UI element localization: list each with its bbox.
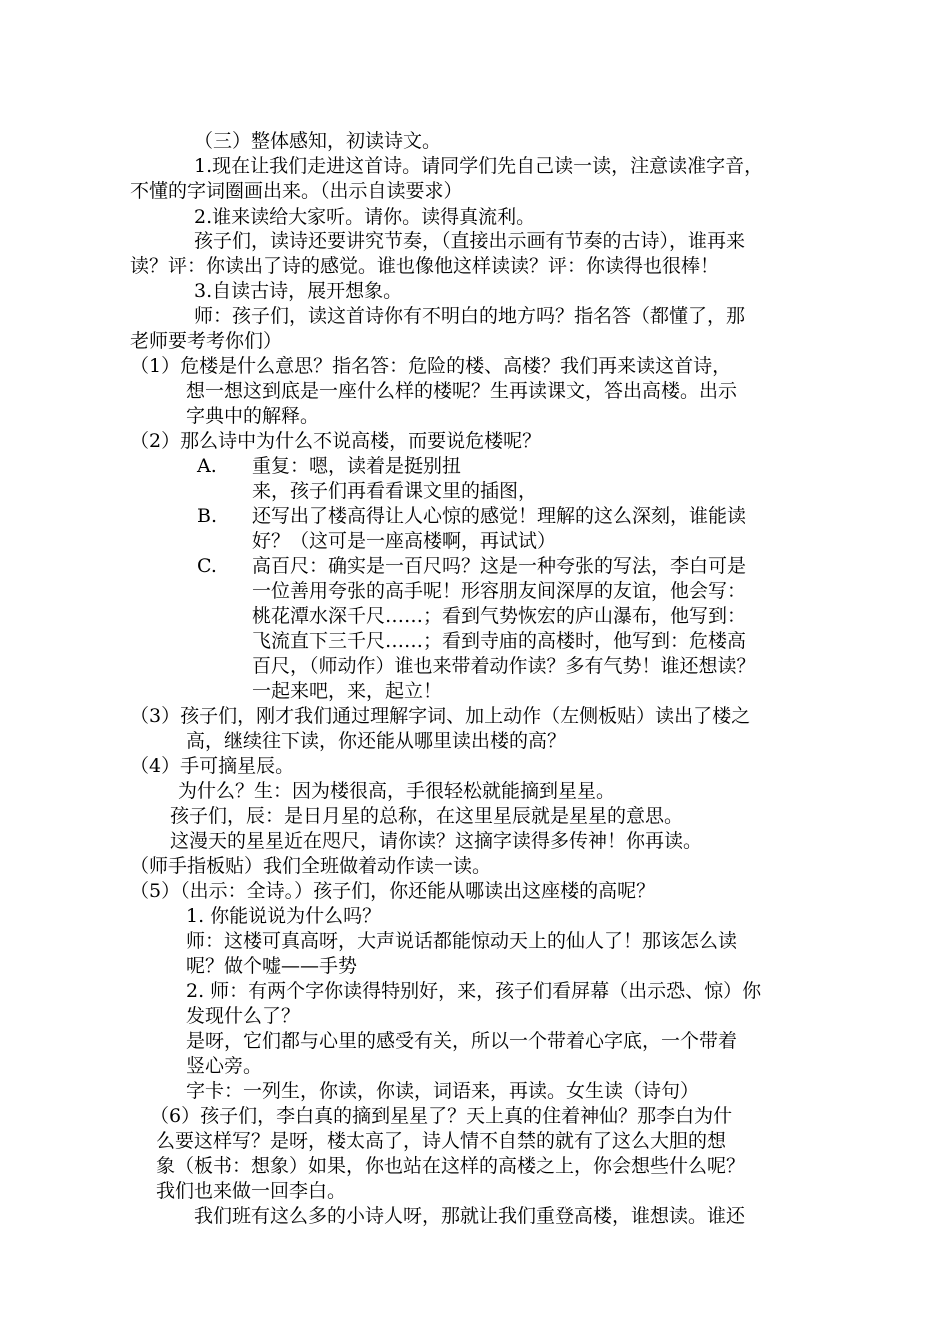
- paragraph-line: 还写出了楼高得让人心惊的感觉！理解的这么深刻，谁能读: [252, 505, 747, 527]
- paragraph-line: 么要这样写？是呀，楼太高了，诗人情不自禁的就有了这么大胆的想: [156, 1130, 727, 1152]
- paragraph-line: 2.谁来读给大家听。请你。读得真流利。: [194, 206, 536, 228]
- paragraph-line: 为什么？生：因为楼很高，手很轻松就能摘到星星。: [178, 780, 616, 802]
- paragraph-line: 象（板书：想象）如果，你也站在这样的高楼之上，你会想些什么呢？: [156, 1155, 746, 1177]
- paragraph-line: 重复：嗯，读着是挺别扭: [252, 455, 462, 477]
- paragraph-line: （4）手可摘星辰。: [130, 755, 295, 777]
- paragraph-line: 字卡：一列生，你读，你读，词语来，再读。女生读（诗句）: [186, 1080, 700, 1102]
- paragraph-line: 百尺，（师动作）谁也来带着动作读？多有气势！谁还想读？: [252, 655, 756, 677]
- paragraph-line: 桃花潭水深千尺……；看到气势恢宏的庐山瀑布，他写到：: [252, 605, 747, 627]
- paragraph-line: 孩子们，辰：是日月星的总称，在这里星辰就是星星的意思。: [170, 805, 684, 827]
- paragraph-line: 一位善用夸张的高手呢！形容朋友间深厚的友谊，他会写：: [252, 580, 747, 602]
- paragraph-line: （2）那么诗中为什么不说高楼，而要说危楼呢？: [130, 430, 542, 452]
- paragraph-line: 飞流直下三千尺……；看到寺庙的高楼时，他写到：危楼高: [252, 630, 747, 652]
- paragraph-line: 高百尺：确实是一百尺吗？这是一种夸张的写法，李白可是: [252, 555, 747, 577]
- paragraph-line: 呢？做个嘘——手势: [186, 955, 358, 977]
- paragraph-line: 竖心旁。: [186, 1055, 263, 1077]
- paragraph-line: 发现什么了？: [186, 1005, 301, 1027]
- paragraph-line: （师手指板贴）我们全班做着动作读一读。: [130, 855, 492, 877]
- paragraph-line: 师：孩子们，读这首诗你有不明白的地方吗？指名答（都懂了，那: [194, 305, 746, 327]
- section-heading: （三）整体感知，初读诗文。: [194, 130, 442, 152]
- paragraph-line: （1）危楼是什么意思？指名答：危险的楼、高楼？我们再来读这首诗，: [130, 355, 732, 377]
- paragraph-line: 高，继续往下读，你还能从哪里读出楼的高？: [186, 730, 567, 752]
- list-marker: B.: [197, 505, 218, 527]
- paragraph-line: 老师要考考你们）: [130, 330, 283, 352]
- list-marker: A.: [197, 455, 217, 477]
- paragraph-line: 我们班有这么多的小诗人呀，那就让我们重登高楼，谁想读。谁还: [194, 1205, 746, 1227]
- paragraph-line: 好？（这可是一座高楼啊，再试试）: [252, 530, 557, 552]
- paragraph-line: 孩子们，读诗还要讲究节奏，（直接出示画有节奏的古诗），谁再来: [194, 230, 746, 252]
- paragraph-line: 2. 师：有两个字你读得特别好，来，孩子们看屏幕（出示恐、惊）你: [186, 980, 762, 1002]
- paragraph-line: （3）孩子们，刚才我们通过理解字词、加上动作（左侧板贴）读出了楼之: [130, 705, 751, 727]
- paragraph-line: 我们也来做一回李白。: [156, 1180, 347, 1202]
- paragraph-line: 来，孩子们再看看课文里的插图，: [252, 480, 538, 502]
- paragraph-line: 不懂的字词圈画出来。（出示自读要求）: [130, 180, 463, 202]
- paragraph-line: （6）孩子们，李白真的摘到星星了？天上真的住着神仙？那李白为什: [150, 1105, 733, 1127]
- paragraph-line: 1. 你能说说为什么吗？: [186, 905, 382, 927]
- paragraph-line: 读？评：你读出了诗的感觉。谁也像他这样读读？评：你读得也很棒！: [130, 255, 720, 277]
- paragraph-line: 字典中的解释。: [186, 405, 320, 427]
- paragraph-line: 3.自读古诗，展开想象。: [194, 280, 403, 302]
- paragraph-line: 师：这楼可真高呀，大声说话都能惊动天上的仙人了！那该怎么读: [186, 930, 738, 952]
- paragraph-line: （5）（出示：全诗。）孩子们，你还能从哪读出这座楼的高呢？: [130, 880, 656, 902]
- paragraph-line: 1.现在让我们走进这首诗。请同学们先自己读一读，注意读准字音，: [194, 155, 764, 177]
- paragraph-line: 一起来吧，来，起立！: [252, 680, 443, 702]
- paragraph-line: 这漫天的星星近在咫尺，请你读？这摘字读得多传神！你再读。: [170, 830, 703, 852]
- list-marker: C.: [197, 555, 217, 577]
- paragraph-line: 想一想这到底是一座什么样的楼呢？生再读课文，答出高楼。出示: [186, 380, 738, 402]
- paragraph-line: 是呀，它们都与心里的感受有关，所以一个带着心字底，一个带着: [186, 1030, 738, 1052]
